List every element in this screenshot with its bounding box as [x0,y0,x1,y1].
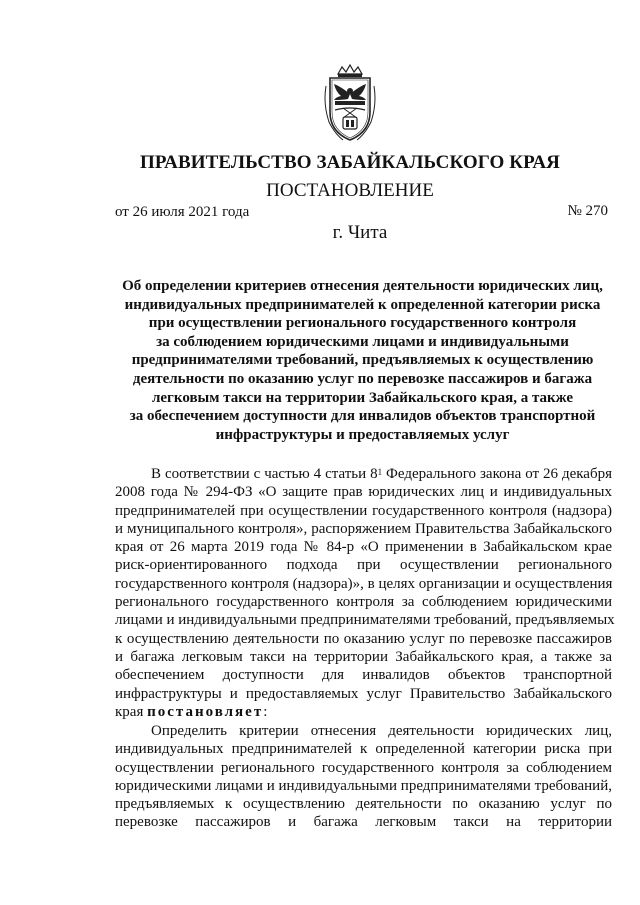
heading-line: индивидуальных предпринимателей к определенной категории риска [124,296,601,313]
body-paragraph-1 [115,465,615,721]
zabaykalsky-coat-of-arms-icon [321,64,379,144]
document-type: ПОСТАНОВЛЕНИЕ [266,180,434,201]
body-paragraph-2 [115,722,612,832]
paragraph-line: к осуществлению деятельности по оказанию услуг по перевозке пассажиров [115,630,612,647]
document-city: г. Чита [332,222,388,243]
heading-line: Об определении критериев отнесения деятельности юридических лиц, [122,278,603,294]
heading-line: деятельности по оказанию услуг по перевозке пассажиров и багажа [132,370,593,387]
paragraph-line [115,703,612,721]
organization-title: ПРАВИТЕЛЬСТВО ЗАБАЙКАЛЬСКОГО КРАЯ [139,152,560,173]
resolution-keyword: постановляет [147,703,264,720]
paragraph-line: и багажа легковым такси на территории Забайкальского края, а также за [115,648,612,665]
paragraph-line: риск-ориентированного подхода при осуществлении регионального [115,557,612,574]
paragraph-line: 2008 года № 294-ФЗ «О защите прав юридических лиц и индивидуальных [115,484,612,501]
paragraph-text: : [263,703,268,720]
heading-line: за обеспечением доступности для инвалидов объектов транспортной [129,408,596,425]
paragraph-line: юридическими лицами и индивидуальными предпринимателями требований, [115,777,612,794]
superscript: 1 [377,467,383,477]
paragraph-text: края [115,703,148,720]
heading-line: за соблюдением юридическими лицами и индивидуальными [156,333,569,350]
heading-line: предпринимателями требований, предъявляемых к осуществлению [131,352,594,369]
heading-line: инфраструктуры и предоставляемых услуг [215,426,510,443]
document-number: № 270 [567,203,608,219]
paragraph-line: предпринимателей при осуществлении государственного контроля (надзора) [115,502,612,519]
paragraph-line: инфраструктуры и предоставляемых услуг Правительство Забайкальского [115,685,612,702]
paragraph-line: края от 26 марта 2019 года № 84-р «О применении в Забайкальском крае [115,539,612,556]
paragraph-line: государственного контроля (надзора)», в целях организации и осуществления [115,575,613,592]
heading-line: при осуществлении регионального государственного контроля [148,315,577,332]
heading-line: легковым такси на территории Забайкальского края, а также [151,389,574,406]
paragraph-line [115,465,612,483]
paragraph-line: обеспечением доступности для инвалидов объектов транспортной [115,667,612,684]
paragraph-line: регионального государственного контроля за соблюдением юридическими [115,594,612,611]
paragraph-line: осуществлении регионального государственного контроля за соблюдением [115,759,612,776]
document-date: от 26 июля 2021 года [115,204,250,220]
document-heading [115,277,610,444]
paragraph-line: перевозке пассажиров и багажа легковым такси на территории [115,814,612,831]
paragraph-line: индивидуальных предпринимателей к определенной категории риска при [115,741,612,758]
paragraph-text: В соответствии с частью 4 статьи 8 [151,466,378,482]
paragraph-line: предъявляемых к осуществлению деятельности по оказанию услуг по [115,796,612,813]
paragraph-line: Определить критерии отнесения деятельности юридических лиц, [151,723,612,739]
coat-of-arms-icon [321,64,379,144]
paragraph-line: и муниципального контроля», распоряжением Правительства Забайкальского [115,520,612,537]
paragraph-text: Федерального закона от 26 декабря [382,466,612,482]
paragraph-line: лицами и индивидуальными предпринимателями требований, предъявляемых [115,612,615,629]
